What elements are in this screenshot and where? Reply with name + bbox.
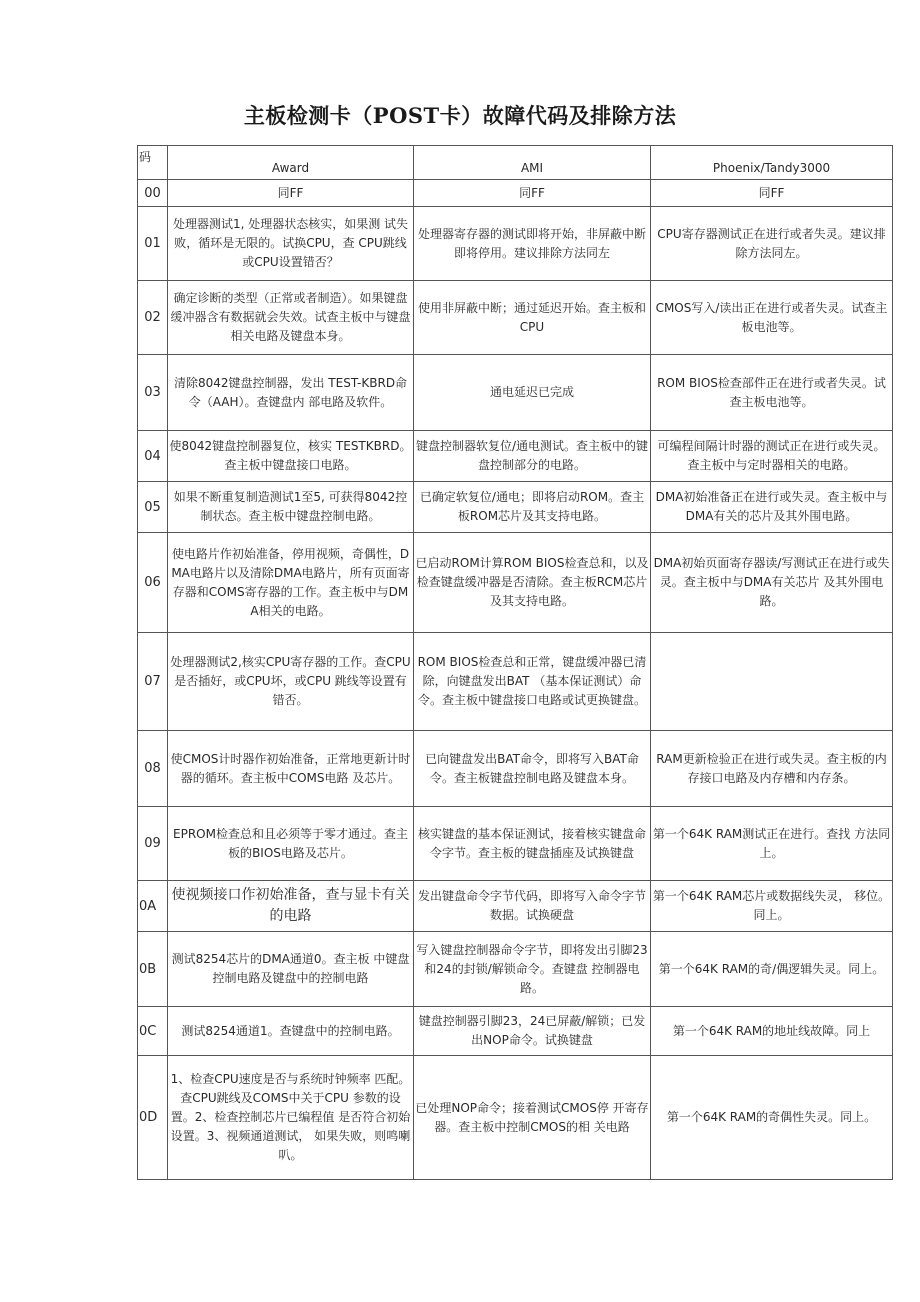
- row-ami: 已确定软复位/通电；即将启动ROM。查主板ROM芯片及其支持电路。: [414, 482, 651, 533]
- row-award: EPROM检查总和且必须等于零才通过。查主板的BIOS电路及芯片。: [168, 807, 414, 881]
- row-phoenix: RAM更新检验正在进行或失灵。查主板的内存接口电路及内存槽和内存条。: [651, 731, 893, 807]
- header-code: 码: [138, 146, 168, 180]
- row-award: 如果不断重复制造测试1至5, 可获得8042控制状态。查主板中键盘控制电路。: [168, 482, 414, 533]
- row-award: 清除8042键盘控制器，发出 TEST-KBRD命令（AAH）。查键盘内 部电路及软件。: [168, 355, 414, 431]
- table-row: [138, 533, 893, 633]
- row-code: 0C: [138, 1007, 168, 1056]
- table-row: [138, 633, 893, 731]
- row-phoenix: [651, 633, 893, 731]
- document-title: 主板检测卡（POST卡）故障代码及排除方法: [243, 103, 677, 128]
- row-ami: 使用非屏蔽中断；通过延迟开始。查主板和CPU: [414, 281, 651, 355]
- row-award: 1、检查CPU速度是否与系统时钟频率 匹配。查CPU跳线及COMS中关于CPU 参数的设置。2、检查控制芯片已编程值 是否符合初始设置。3、视频通道测试， 如果失败，则鸣喇叭。: [168, 1056, 414, 1180]
- table-row: [138, 731, 893, 807]
- row-code: 02: [138, 281, 168, 355]
- row-phoenix: 同FF: [651, 180, 893, 207]
- row-ami: 已处理NOP命令；接着测试CMOS停 开寄存器。查主板中控制CMOS的相 关电路: [414, 1056, 651, 1180]
- row-phoenix: 第一个64K RAM芯片或数据线失灵， 移位。同上。: [651, 881, 893, 932]
- row-ami: 发出键盘命令字节代码，即将写入命令字节数据。试换硬盘: [414, 881, 651, 932]
- row-phoenix: 第一个64K RAM的奇/偶逻辑失灵。同上。: [651, 932, 893, 1007]
- header-ami: AMI: [414, 146, 651, 180]
- row-award: 使CMOS计时器作初始准备，正常地更新计时器的循环。查主板中COMS电路 及芯片。: [168, 731, 414, 807]
- row-ami: 写入键盘控制器命令字节，即将发出引脚23和24的封锁/解锁命令。查键盘 控制器电路。: [414, 932, 651, 1007]
- row-phoenix: DMA初始页面寄存器读/写测试正在进行或失灵。查主板中与DMA有关芯片 及其外围电路。: [651, 533, 893, 633]
- row-award: 使视频接口作初始准备，查与显卡有关的电路: [168, 881, 414, 932]
- table-row: [138, 932, 893, 1007]
- row-code: 06: [138, 533, 168, 633]
- row-code: 07: [138, 633, 168, 731]
- row-award: 测试8254通道1。查键盘中的控制电路。: [168, 1007, 414, 1056]
- row-code: 00: [138, 180, 168, 207]
- row-code: 08: [138, 731, 168, 807]
- row-ami: 键盘控制器引脚23，24已屏蔽/解锁；已发出NOP命令。试换键盘: [414, 1007, 651, 1056]
- row-phoenix: 第一个64K RAM测试正在进行。查找 方法同上。: [651, 807, 893, 881]
- row-ami: 键盘控制器软复位/通电测试。查主板中的键盘控制部分的电路。: [414, 431, 651, 482]
- table-row: [138, 180, 893, 207]
- table-row: [138, 807, 893, 881]
- row-ami: 处理器寄存器的测试即将开始，非屏蔽中断即将停用。建议排除方法同左: [414, 207, 651, 281]
- row-phoenix: CMOS写入/读出正在进行或者失灵。试查主板电池等。: [651, 281, 893, 355]
- table-row: [138, 207, 893, 281]
- row-phoenix: 第一个64K RAM的地址线故障。同上: [651, 1007, 893, 1056]
- row-code: 0D: [138, 1056, 168, 1180]
- row-code: 04: [138, 431, 168, 482]
- row-award: 使电路片作初始准备，停用视频，奇偶性，DMA电路片以及清除DMA电路片，所有页面寄存器和COMS寄存器的工作。查主板中与DMA相关的电路。: [168, 533, 414, 633]
- row-ami: 同FF: [414, 180, 651, 207]
- row-ami: ROM BIOS检查总和正常，键盘缓冲器已清除，向键盘发出BAT （基本保证测试）命令。查主板中键盘接口电路或试更换键盘。: [414, 633, 651, 731]
- row-award: 确定诊断的类型（正常或者制造）。如果键盘缓冲器含有数据就会失效。试查主板中与键盘相关电路及键盘本身。: [168, 281, 414, 355]
- row-phoenix: ROM BIOS检查部件正在进行或者失灵。试查主板电池等。: [651, 355, 893, 431]
- row-award: 使8042键盘控制器复位，核实 TESTKBRD。查主板中键盘接口电路。: [168, 431, 414, 482]
- row-phoenix: 第一个64K RAM的奇偶性失灵。同上。: [651, 1056, 893, 1180]
- row-award: 测试8254芯片的DMA通道0。查主板 中键盘控制电路及键盘中的控制电路: [168, 932, 414, 1007]
- row-code: 01: [138, 207, 168, 281]
- row-code: 0A: [138, 881, 168, 932]
- table-header-row: [138, 146, 893, 180]
- table-row: [138, 281, 893, 355]
- table-row: [138, 881, 893, 932]
- row-award: 处理器测试2,核实CPU寄存器的工作。查CPU是否插好，或CPU坏，或CPU 跳线等设置有错否。: [168, 633, 414, 731]
- row-ami: 已启动ROM计算ROM BIOS检查总和，以及检查键盘缓冲器是否清除。查主板RCM芯片及其支持电路。: [414, 533, 651, 633]
- table-row: [138, 1056, 893, 1180]
- row-ami: 已向键盘发出BAT命令，即将写入BAT命令。查主板键盘控制电路及键盘本身。: [414, 731, 651, 807]
- row-code: 0B: [138, 932, 168, 1007]
- row-award: 处理器测试1, 处理器状态核实，如果测 试失败，循环是无限的。试换CPU，查 CPU跳线或CPU设置错否？: [168, 207, 414, 281]
- row-ami: 通电延迟已完成: [414, 355, 651, 431]
- header-phoenix: Phoenix/Tandy3000: [651, 146, 893, 180]
- table-row: [138, 1007, 893, 1056]
- row-code: 05: [138, 482, 168, 533]
- row-code: 09: [138, 807, 168, 881]
- row-award: 同FF: [168, 180, 414, 207]
- table-row: [138, 431, 893, 482]
- post-code-table: [137, 145, 893, 1180]
- row-ami: 核实键盘的基本保证测试，接着核实键盘命令字节。查主板的键盘插座及试换键盘: [414, 807, 651, 881]
- header-award: Award: [168, 146, 414, 180]
- row-code: 03: [138, 355, 168, 431]
- table-row: [138, 482, 893, 533]
- row-phoenix: 可编程间隔计时器的测试正在进行或失灵。查主板中与定时器相关的电路。: [651, 431, 893, 482]
- row-phoenix: DMA初始准备正在进行或失灵。查主板中与DMA有关的芯片及其外围电路。: [651, 482, 893, 533]
- row-phoenix: CPU寄存器测试正在进行或者失灵。建议排除方法同左。: [651, 207, 893, 281]
- table-row: [138, 355, 893, 431]
